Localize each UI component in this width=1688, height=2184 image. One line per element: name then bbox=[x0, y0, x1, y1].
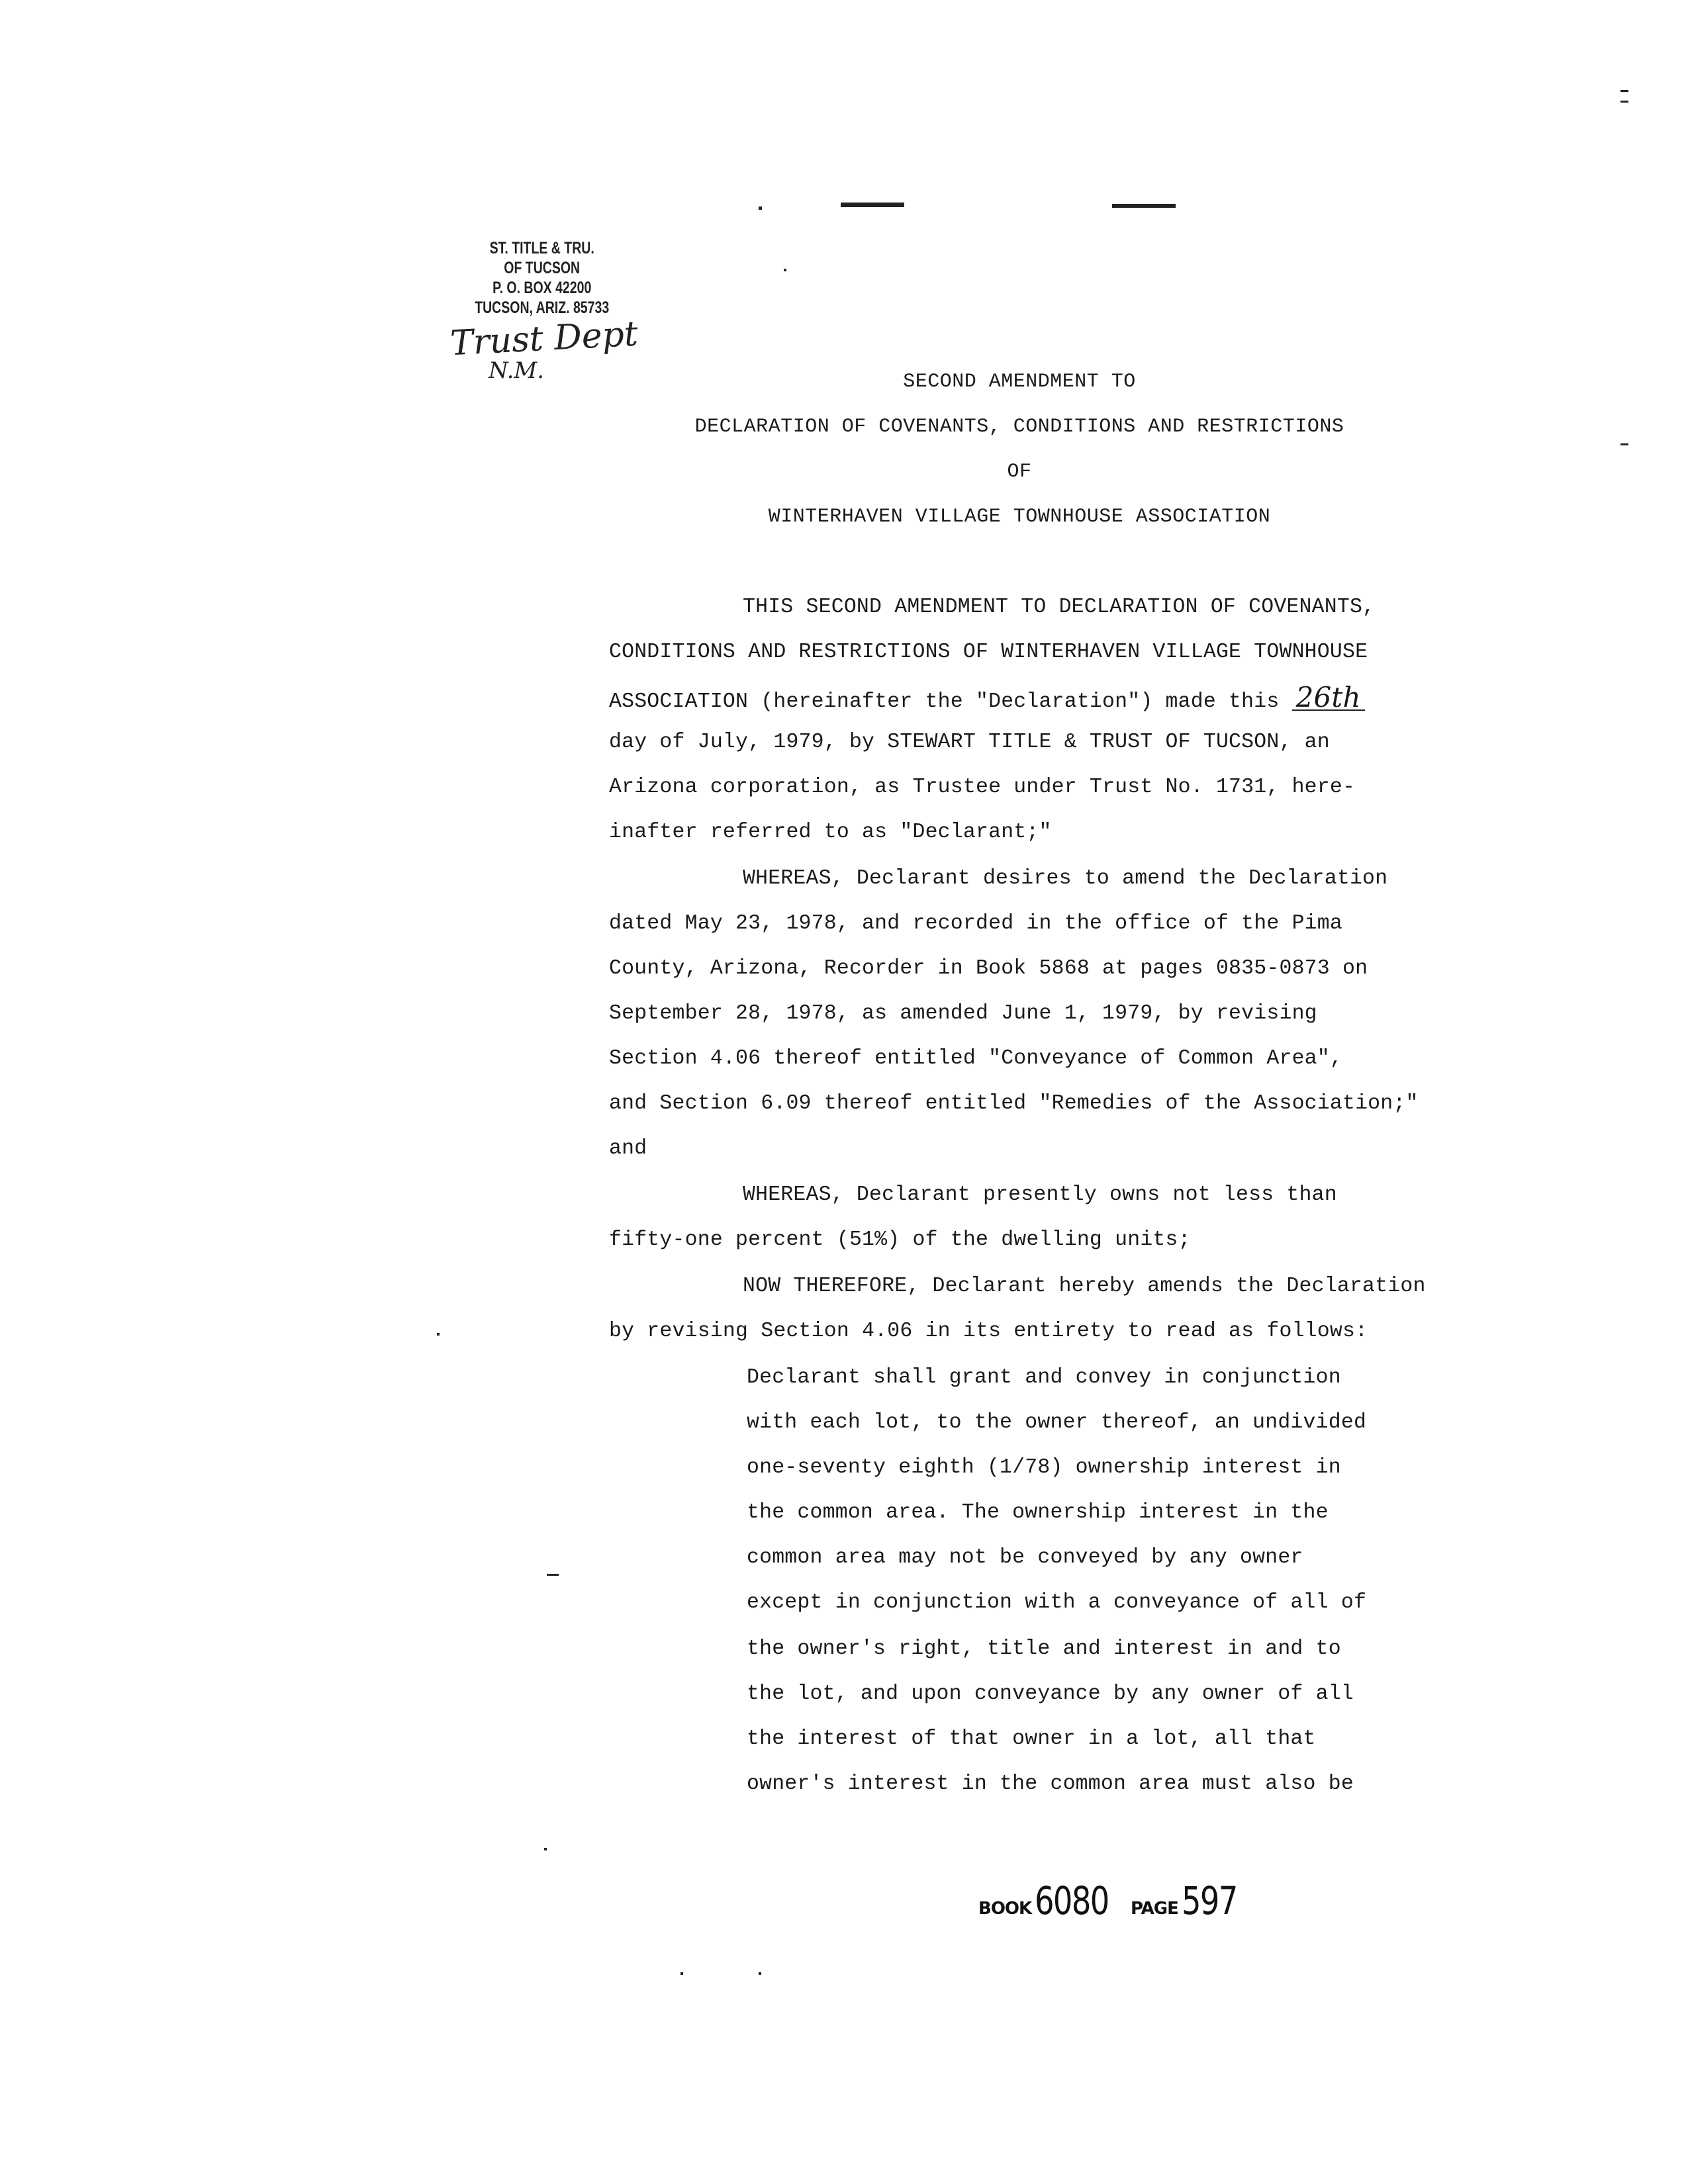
quote-line: one-seventy eighth (1/78) ownership interest in bbox=[747, 1456, 1341, 1479]
body-line: Arizona corporation, as Trustee under Trust No. 1731, here- bbox=[609, 776, 1356, 799]
quote-line: the lot, and upon conveyance by any owner of all bbox=[747, 1682, 1354, 1706]
page-label: PAGE bbox=[1130, 1899, 1178, 1919]
scan-mark bbox=[544, 1848, 547, 1850]
body-line: NOW THEREFORE, Declarant hereby amends the Declaration bbox=[743, 1275, 1426, 1298]
title-line: WINTERHAVEN VILLAGE TOWNHOUSE ASSOCIATION bbox=[768, 506, 1271, 528]
body-line: WHEREAS, Declarant presently owns not less than bbox=[743, 1183, 1337, 1206]
stamp-line: P. O. BOX 42200 bbox=[492, 279, 592, 297]
quote-line: Declarant shall grant and convey in conjunction bbox=[747, 1366, 1341, 1389]
handwritten-note: Trust Dept bbox=[449, 314, 639, 364]
body-line: inafter referred to as "Declarant;" bbox=[609, 821, 1052, 844]
body-line: and bbox=[609, 1137, 647, 1160]
stamp-line: TUCSON, ARIZ. 85733 bbox=[475, 298, 610, 317]
body-line: and Section 6.09 thereof entitled "Remedies of the Association;" bbox=[609, 1092, 1419, 1115]
body-line: September 28, 1978, as amended June 1, 1979, by revising bbox=[609, 1002, 1317, 1025]
title-line: SECOND AMENDMENT TO bbox=[903, 371, 1136, 393]
scan-mark bbox=[1620, 101, 1628, 103]
scan-mark bbox=[1112, 204, 1176, 208]
scan-mark bbox=[759, 1972, 761, 1975]
body-line: Section 4.06 thereof entitled "Conveyance of Common Area", bbox=[609, 1047, 1342, 1070]
body-line: WHEREAS, Declarant desires to amend the Declaration bbox=[743, 867, 1388, 890]
quote-line: the interest of that owner in a lot, all that bbox=[747, 1727, 1316, 1751]
handwritten-day: 26th bbox=[1292, 686, 1365, 711]
scan-mark bbox=[784, 269, 786, 271]
recording-stamp bbox=[457, 238, 627, 318]
scan-mark bbox=[759, 206, 762, 210]
book-number: 6080 bbox=[1035, 1878, 1109, 1923]
quote-line: with each lot, to the owner thereof, an undivided bbox=[747, 1411, 1367, 1434]
scan-mark bbox=[1620, 443, 1628, 445]
scan-mark bbox=[437, 1333, 440, 1336]
book-page-number bbox=[978, 1878, 1251, 1923]
body-line: day of July, 1979, by STEWART TITLE & TRUST OF TUCSON, an bbox=[609, 731, 1330, 754]
book-label: BOOK bbox=[978, 1899, 1032, 1919]
body-line: County, Arizona, Recorder in Book 5868 at pages 0835-0873 on bbox=[609, 957, 1368, 980]
scan-mark bbox=[547, 1574, 559, 1576]
scan-mark bbox=[841, 203, 904, 207]
quote-line: except in conjunction with a conveyance of all of bbox=[747, 1591, 1367, 1614]
body-line bbox=[609, 681, 1365, 713]
stamp-line: ST. TITLE & TRU. bbox=[489, 239, 594, 257]
quote-line: the owner's right, title and interest in and to bbox=[747, 1637, 1341, 1661]
quote-line: common area may not be conveyed by any owner bbox=[747, 1546, 1303, 1569]
body-line: fifty-one percent (51%) of the dwelling units; bbox=[609, 1228, 1191, 1251]
quote-line: the common area. The ownership interest in the bbox=[747, 1501, 1329, 1524]
handwritten-initials: N.M. bbox=[489, 357, 545, 384]
stamp-line: OF TUCSON bbox=[504, 259, 581, 277]
body-line: by revising Section 4.06 in its entirety to read as follows: bbox=[609, 1320, 1368, 1343]
title-line: DECLARATION OF COVENANTS, CONDITIONS AND RESTRICTIONS bbox=[694, 416, 1344, 438]
scan-mark bbox=[1620, 90, 1628, 92]
body-line: CONDITIONS AND RESTRICTIONS OF WINTERHAVEN VILLAGE TOWNHOUSE bbox=[609, 641, 1368, 664]
quote-line: owner's interest in the common area must also be bbox=[747, 1772, 1354, 1796]
body-line: dated May 23, 1978, and recorded in the office of the Pima bbox=[609, 912, 1342, 935]
title-line: OF bbox=[1007, 461, 1032, 483]
scan-mark bbox=[680, 1972, 683, 1975]
body-text: ASSOCIATION (hereinafter the "Declaration") made this bbox=[609, 690, 1280, 713]
body-line: THIS SECOND AMENDMENT TO DECLARATION OF COVENANTS, bbox=[743, 596, 1376, 619]
page-number: 597 bbox=[1181, 1878, 1237, 1923]
